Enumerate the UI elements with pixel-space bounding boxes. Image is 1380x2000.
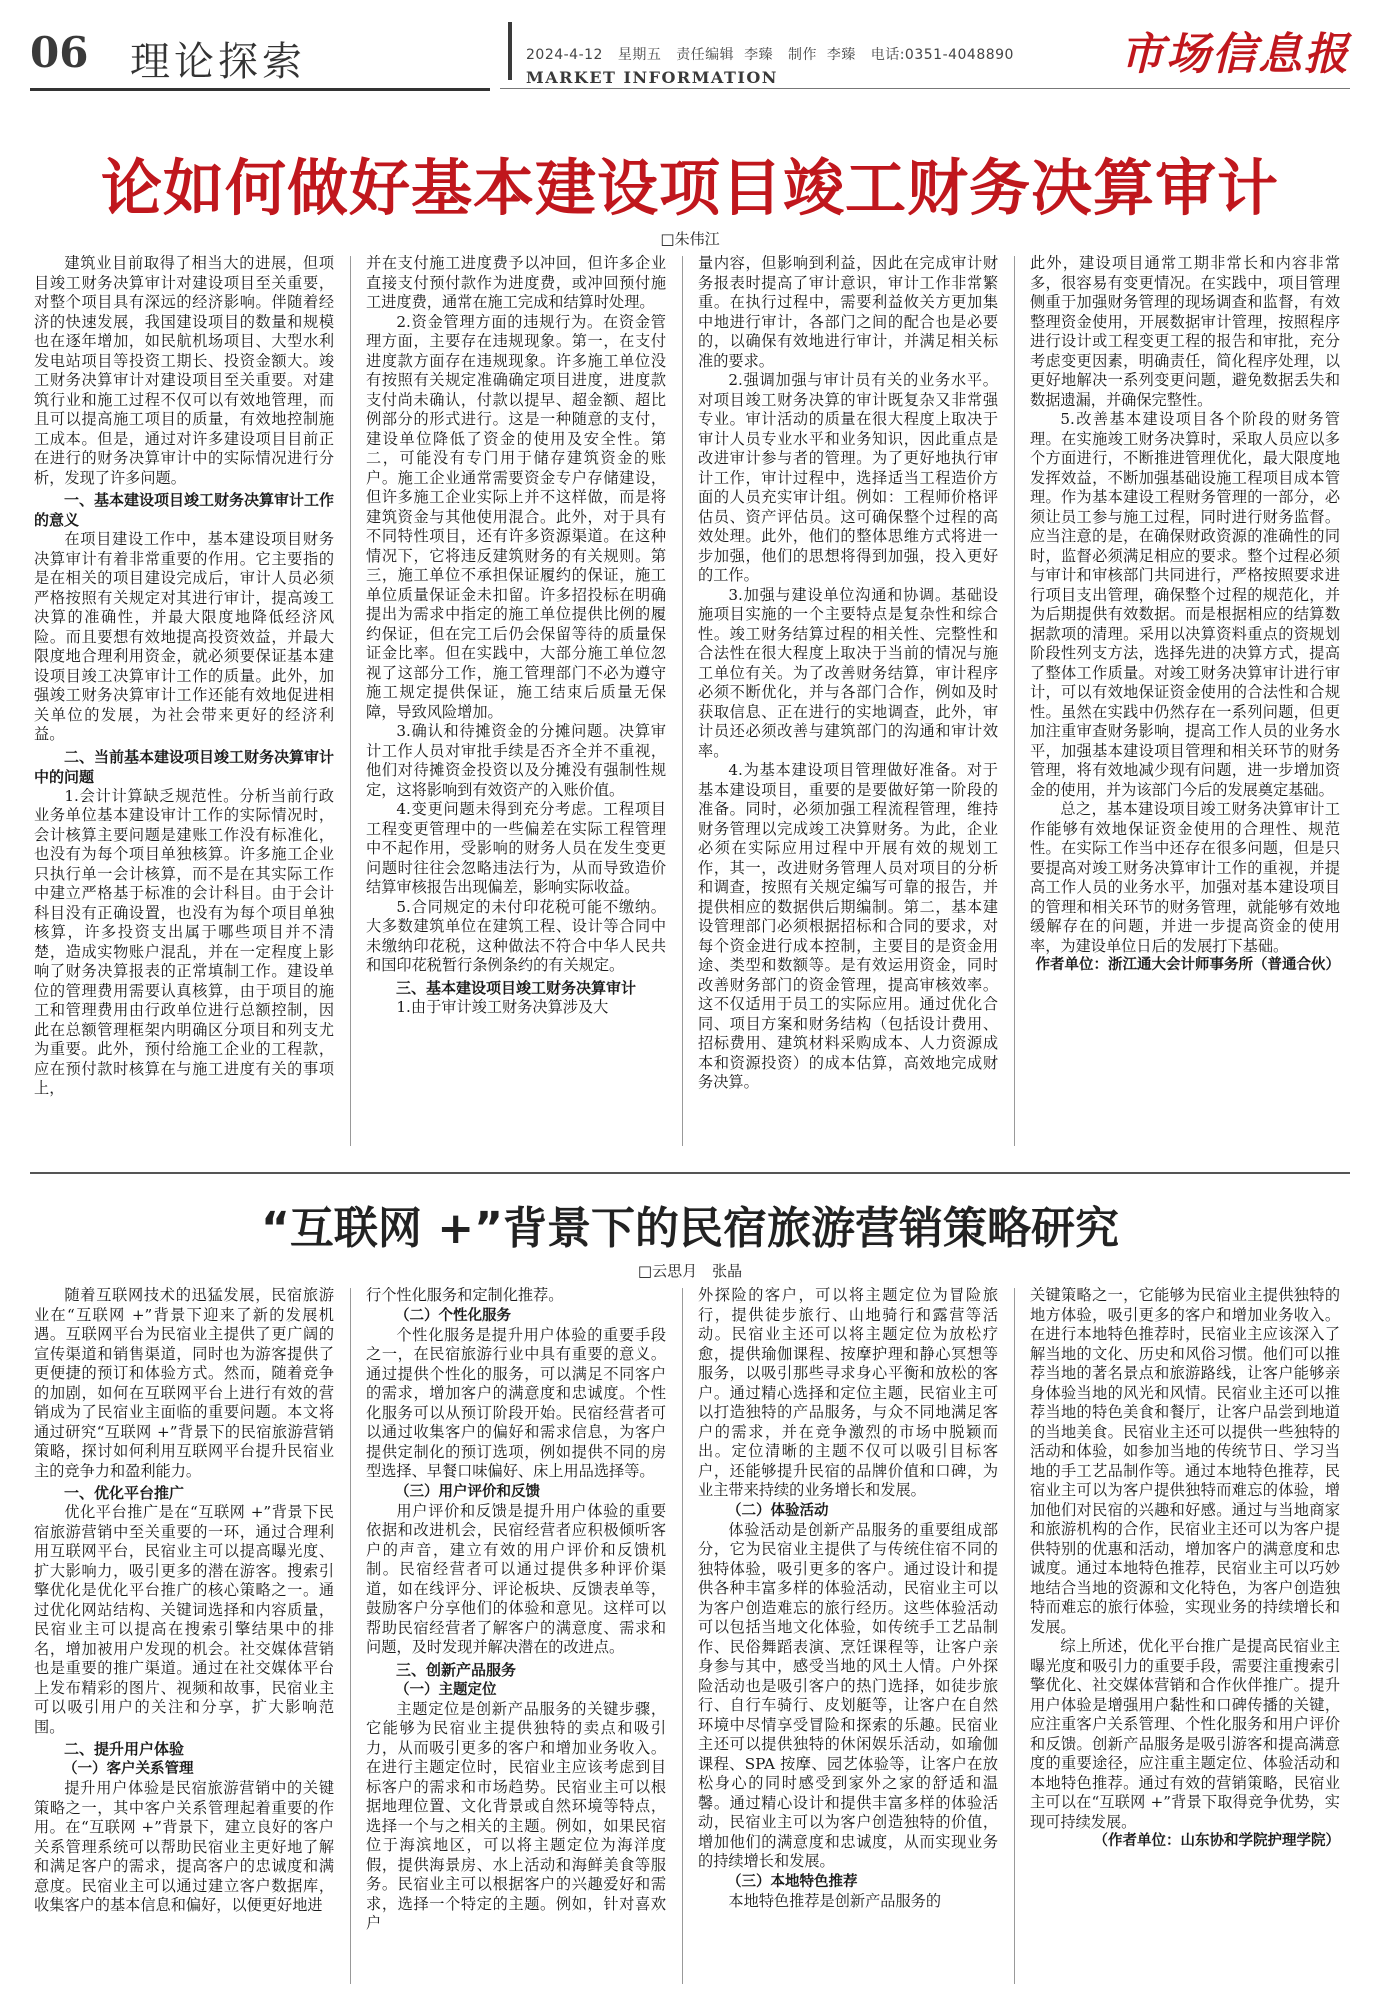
subsection-heading: （一）主题定位 [395, 1681, 497, 1698]
section-title: 理论探索 [130, 39, 306, 85]
paragraph: 本地特色推荐是创新产品服务的 [728, 1891, 942, 1910]
paragraph: 关键策略之一，它能够为民宿业主提供独特的地方体验，吸引更多的客户和增加业务收入。在进行本地特色推荐时，民宿业主应该深入了解当地的文化、历史和风俗习惯。他们可以推荐当地的著名景点和旅游路线，让客户能够亲身体验当地的风光和风情。民宿业主还可以推荐当地的特色美食和餐厅，让客户品尝到地道的当地美食。民宿业主还可以提供一些独特的活动和体验，如参加当地的传统节日、学习当地的手工艺品制作等。通过本地特色推荐，民宿业主可以为客户提供独特而难忘的体验，增加他们对民宿的兴趣和好感。通过与当地商家和旅游机构的合作，民宿业主还可以为客户提供特别的优惠和活动，增加客户的满意度和忠诚度。通过本地特色推荐，民宿业主可以巧妙地结合当地的资源和文化特色，为客户创造独特而难忘的旅行体验，实现业务的持续增长和发展。 [1030, 1286, 1340, 1636]
paragraph: 主题定位是创新产品服务的关键步骤，它能够为民宿业主提供独特的卖点和吸引力，从而吸引更多的客户和增加业务收入。在进行主题定位时，民宿业主应该考虑到目标客户的需求和市场趋势。民宿业主可以根据地理位置、文化背景或自然环境等特点，选择一个与之相关的主题。例如，如果民宿位于海滨地区，可以将主题定位为海洋度假，提供海景房、水上活动和海鲜美食等服务。民宿业主可以根据客户的兴趣爱好和需求，选择一个特定的主题。例如，针对喜欢户 [366, 1699, 666, 1932]
author-affiliation: （作者单位：山东协和学院护理学院） [1093, 1833, 1340, 1849]
paragraph: 4.为基本建设项目管理做好准备。对于基本建设项目，重要的是要做好第一阶段的准备。同时，必须加强工程流程管理，维持财务管理以完成竣工决算财务。为此，企业必须在实际应用过程中开展有效的规划工作，其一，改进财务管理人员对项目的分析和调查，按照有关规定编写可靠的报告，并提供相应的数据供后期编制。第二，基本建设管理部门必须根据招标和合同的要求，对每个资金进行成本控制，主要目的是资金用途、类型和数额等。是有效运用资金，同时改善财务部门的资金管理，提高审核效率。这不仅适用于员工的实际应用。通过优化合同、项目方案和财务结构（包括设计费用、招标费用、建筑材料采购成本、人力资源成本和资源投资）的成本估算，高效地完成财务决算。 [698, 761, 998, 1091]
column-rule [350, 1288, 351, 1984]
issue-meta [526, 44, 1014, 64]
newspaper-masthead: 市场信息报 [1120, 29, 1350, 80]
paragraph: 并在支付施工进度费予以冲回，但许多企业直接支付预付款作为进度费，或冲回预付施工进度费，通常在施工完成和结算时处理。 [366, 254, 666, 311]
subsection-heading: （三）用户评价和反馈 [395, 1483, 540, 1500]
paragraph: 综上所述，优化平台推广是提高民宿业主曝光度和吸引力的重要手段，需要注重搜索引擎优化、社交媒体营销和合作伙伴推广。提升用户体验是增强用户黏性和口碑传播的关键，应注重客户关系管理、个性化服务和用户评价和反馈。创新产品服务是吸引游客和提高满意度的重要途径，应注重主题定位、体验活动和本地特色推荐。通过有效的营销策略，民宿业主可以在“互联网 +”背景下取得竞争优势，实现可持续发展。 [1030, 1637, 1340, 1831]
subsection-heading: （二）个性化服务 [395, 1307, 511, 1324]
paragraph: 行个性化服务和定制化推荐。 [366, 1286, 564, 1304]
section-heading: 二、提升用户体验 [64, 1740, 185, 1758]
paragraph: 总之，基本建设项目竣工财务决算审计工作能够有效地保证资金使用的合理性、规范性。在实际工作当中还存在很多问题，但是只要提高对竣工财务决算审计工作的重视，并提高工作人员的业务水平，加强对基本建设项目的管理和相关环节的财务管理，就能够有效地缓解存在的问题，并进一步提高资金的使用率，为建设单位日后的发展打下基础。 [1030, 800, 1340, 955]
column-rule [682, 256, 683, 1146]
paragraph: 5.改善基本建设项目各个阶段的财务管理。在实施竣工财务决算时，采取人员应以多个方面进行，不断推进管理优化，最大限度地发挥效益，不断加强基础设施工程项目成本管理。作为基本建设工程财务管理的一部分，必须让员工参与施工过程，同时进行财务监督。应当注意的是，在确保财政资源的准确性的同时，监督必须满足相应的要求。整个过程必须与审计和审核部门共同进行，严格按照要求进行项目支出管理，确保整个过程的规范化，并为后期提供有效数据。而是根据相应的结算数据款项的清理。采用以决算资料重点的资规划阶段性列支方法，选择先进的决算方式，提高了整体工作质量。对竣工财务决算审计进行审计，可以有效地保证资金使用的合法性和合规性。虽然在实践中仍然存在一系列问题，但更加注重审查财务影响，提高工作人员的业务水平，加强基本建设项目管理和相关环节的财务管理，将有效地减少现有问题，进一步增加资金的使用，并为该部门今后的发展奠定基础。 [1030, 410, 1340, 799]
paragraph: 3.加强与建设单位沟通和协调。基础设施项目实施的一个主要特点是复杂性和综合性。竣工财务结算过程的相关性、完整性和合法性在很大程度上取决于当前的情况与施工单位有关。为了改善财务结算，审计程序必须不断优化，并与各部门合作，例如及时获取信息、正在进行的实地调查，此外，审计员还必须改善与建筑部门的沟通和审计效率。 [698, 585, 998, 760]
article2-column-3 [698, 1286, 998, 1986]
section-heading: 二、当前基本建设项目竣工财务决算审计中的问题 [34, 747, 334, 786]
paragraph: 优化平台推广是在“互联网 +”背景下民宿旅游营销中至关重要的一环，通过合理利用互联网平台，民宿业主可以提高曝光度、扩大影响力，吸引更多的潜在游客。搜索引擎优化是优化平台推广的核心策略之一。通过优化网站结构、关键词选择和内容质量，民宿业主可以提高在搜索引擎结果中的排名，增加被用户发现的机会。社交媒体营销也是重要的推广渠道。通过在社交媒体平台上发布精彩的图片、视频和故事，民宿业主可以吸引用户的关注和分享，扩大影响范围。 [34, 1503, 334, 1736]
paragraph: 此外，建设项目通常工期非常长和内容非常多，很容易有变更情况。在实践中，项目管理侧重于加强财务管理的现场调查和监督，有效整理资金使用，开展数据审计管理，按照程序进行设计或工程变更工程的报告和审批，充分考虑变更因素，明确责任，简化程序处理，以更好地解决一系列变更问题，避免数据丢失和数据遗漏，并确保完整性。 [1030, 254, 1340, 409]
subsection-heading: （三）本地特色推荐 [727, 1873, 858, 1890]
page-number: 06 [30, 28, 89, 77]
article1-title: 论如何做好基本建设项目竣工财务决算审计 [100, 153, 1279, 224]
paragraph: 2.资金管理方面的违规行为。在资金管理方面，主要存在违规现象。第一，在支付进度款方面存在违规现象。许多施工单位没有按照有关规定准确确定项目进度，进度款支付尚未确认，付款以提早、超金额、超比例部分的形式进行。这是一种随意的支付，建设单位降低了资金的使用及安全性。第二，可能没有专门用于储存建筑资金的账户。施工企业通常需要资金专户存储建设，但许多施工企业实际上并不这样做，而是将建筑资金与其他使用混合。此外，对于具有不同特性项目，还有许多资源渠道。在这种情况下，它将违反建筑财务的有关规则。第三，施工单位不承担保证履约的保证，施工单位质量保证金未扣留。许多招投标在明确提出为需求中指定的施工单位提供比例的履约保证，但在完工后仍会保留等待的质量保证金比率。但在实践中，大部分施工单位忽视了这部分工作，施工管理部门不必为遵守施工规定提供保证，施工结束后质量无保障，导致风险增加。 [366, 312, 666, 721]
column-rule [682, 1288, 683, 1984]
paragraph: 量内容，但影响到利益，因此在完成审计财务报表时提高了审计意识，审计工作非常繁重。在执行过程中，需要利益攸关方更加集中地进行审计，各部门之间的配合也是必要的，以确保有效地进行审计，并满足相关标准的要求。 [698, 254, 998, 370]
subsection-heading: （二）体验活动 [727, 1502, 829, 1519]
section-heading: 三、创新产品服务 [396, 1660, 517, 1679]
article2-column-1 [34, 1286, 334, 1986]
author-affiliation: 作者单位：浙江通大会计师事务所（普通合伙） [1035, 957, 1340, 973]
english-title: MARKET INFORMATION [526, 68, 778, 87]
header-separator [508, 22, 512, 80]
paragraph: 用户评价和反馈是提升用户体验的重要依据和改进机会，民宿经营者应积极倾听客户的声音，建立有效的用户评价和反馈机制。民宿经营者可以通过提供多种评价渠道，如在线评分、评论板块、反馈表单等，鼓励客户分享他们的体验和意见。这样可以帮助民宿经营者了解客户的满意度、需求和问题，及时发现并解决潜在的改进点。 [366, 1501, 666, 1656]
paragraph: 体验活动是创新产品服务的重要组成部分，它为民宿业主提供了与传统住宿不同的独特体验，吸引更多的客户。通过设计和提供各种丰富多样的体验活动，民宿业主可以为客户创造难忘的旅行经历。这些体验活动可以包括当地文化体验，如传统手工艺品制作、民俗舞蹈表演、烹饪课程等，让客户亲身参与其中，感受当地的风土人情。户外探险活动也是吸引客户的热门选择，如徒步旅行、自行车骑行、皮划艇等，让客户在自然环境中尽情享受冒险和探索的乐趣。民宿业主还可以提供独特的休闲娱乐活动，如瑜伽课程、SPA 按摩、园艺体验等，让客户在放松身心的同时感受到家外之家的舒适和温馨。通过精心设计和提供丰富多样的体验活动，民宿业主可以为客户创造独特的价值，增加他们的满意度和忠诚度，从而实现业务的持续增长和发展。 [698, 1520, 998, 1870]
article1-column-4 [1030, 254, 1340, 1149]
issue-date: 2024-4-12 [526, 47, 603, 63]
section-heading: 三、基本建设项目竣工财务决算审计 [396, 978, 637, 997]
article1-column-3 [698, 254, 998, 1149]
article1-column-2 [366, 254, 666, 1149]
section-heading: 一、优化平台推广 [64, 1484, 185, 1502]
paragraph: 2.强调加强与审计员有关的业务水平。对项目竣工财务决算的审计既复杂又非常强专业。审计活动的质量在很大程度上取决于审计人员专业水平和业务知识，因此重点是改进审计参与者的管理。为了更好地执行审计工作，审计过程中，选择适当工程造价方面的人员充实审计组。例如：工程师价格评估员、资产评估员。这可确保整个过程的高效处理。此外，他们的整体思维方式将进一步加强，他们的思想将得到加强，投入更好的工作。 [698, 371, 998, 584]
article1-column-1 [34, 254, 334, 1149]
editor-name: 李臻 [744, 47, 774, 63]
paragraph: 5.合同规定的未付印花税可能不缴纳。大多数建筑单位在建筑工程、设计等合同中未缴纳印花税，这种做法不符合中华人民共和国印花税暂行条例条约的有关规定。 [366, 897, 666, 974]
paragraph: 提升用户体验是民宿旅游营销中的关键策略之一，其中客户关系管理起着重要的作用。在“互联网 +”背景下，建立良好的客户关系管理系统可以帮助民宿业主更好地了解和满足客户的需求，提高客户的忠诚度和满意度。民宿业主可以通过建立客户数据库，收集客户的基本信息和偏好，以便更好地进 [34, 1779, 334, 1914]
column-rule [1014, 1288, 1015, 1984]
article2-column-2 [366, 1286, 666, 1986]
article2-column-4 [1030, 1286, 1340, 1986]
paragraph: 随着互联网技术的迅猛发展，民宿旅游业在“互联网 +”背景下迎来了新的发展机遇。互联网平台为民宿业主提供了更广阔的宣传渠道和销售渠道，同时也为游客提供了更便捷的预订和体验方式。然而，随着竞争的加剧，如何在互联网平台上进行有效的营销成为了民宿业主面临的重要问题。本文将通过研究“互联网 +”背景下的民宿旅游营销策略，探讨如何利用互联网平台提升民宿业主的竞争力和盈利能力。 [34, 1286, 334, 1480]
column-rule [1014, 256, 1015, 1146]
article2-byline: □云思月 张晶 [637, 1262, 743, 1280]
section-heading: 一、基本建设项目竣工财务决算审计工作的意义 [34, 491, 334, 529]
header-rule-right [500, 88, 1350, 89]
article-divider [30, 1172, 1350, 1174]
subsection-heading: （一）客户关系管理 [63, 1761, 194, 1777]
article1-byline: □朱伟江 [660, 230, 720, 248]
paragraph: 建筑业目前取得了相当大的进展，但项目竣工财务决算审计对建设项目至关重要，对整个项目具有深远的经济影响。伴随着经济的快速发展，我国建设项目的数量和规模也在逐年增加，如民航机场项目、大型水利发电站项目等投资工期长、投资金额大。竣工财务决算审计对建设项目至关重要。对建筑行业和施工过程不仅可以有效地管理，而且可以提高施工项目的质量，有效地控制施工成本。但是，通过对许多建设项目目前正在进行的财务决算审计中的实际情况进行分析，发现了许多问题。 [34, 254, 334, 487]
producer-name: 李臻 [826, 47, 856, 63]
page-header [30, 18, 1350, 90]
paragraph: 1.会计计算缺乏规范性。分析当前行政业务单位基本建设审计工作的实际情况时，会计核算主要问题是建账工作没有标准化，也没有为每个项目单独核算。许多施工企业只执行单一会计核算，而不是在其实际工作中建立严格基于标准的会计科目。由于会计科目没有正确设置，也没有为每个项目单独核算，许多投资支出属于哪些项目并不清楚，造成实物账户混乱，并在一定程度上影响了财务决算报表的正常填制工作。建设单位的管理费用需要认真核算，由于项目的施工和管理费用由行政单位进行总额控制，因此在总额管理框架内明确区分项目和列支尤为重要。此外，预付给施工企业的工程款，应在预付款时核算在与施工进度有关的事项上， [34, 786, 334, 1097]
column-rule [350, 256, 351, 1146]
paragraph: 3.确认和待摊资金的分摊问题。决算审计工作人员对审批手续是否齐全并不重视，他们对待摊资金投资以及分摊没有强制性规定，这将影响到有效资产的入账价值。 [366, 722, 666, 799]
phone: 电话:0351-4048890 [870, 47, 1014, 63]
paragraph: 外探险的客户，可以将主题定位为冒险旅行，提供徒步旅行、山地骑行和露营等活动。民宿业主还可以将主题定位为放松疗愈，提供瑜伽课程、按摩护理和静心冥想等服务，以吸引那些寻求身心平衡和放松的客户。通过精心选择和定位主题，民宿业主可以打造独特的产品服务，与众不同地满足客户的需求，并在竞争激烈的市场中脱颖而出。定位清晰的主题不仅可以吸引目标客户，还能够提升民宿的品牌价值和口碑，为业主带来持续的业务增长和发展。 [698, 1286, 998, 1499]
issue-weekday: 星期五 [617, 47, 662, 63]
producer-label: 制作 [787, 47, 817, 63]
header-rule-left [30, 88, 490, 91]
paragraph: 1.由于审计竣工财务决算涉及大 [396, 997, 609, 1016]
article2-title: “互联网 +”背景下的民宿旅游营销策略研究 [260, 1203, 1120, 1254]
editor-label: 责任编辑 [676, 47, 735, 63]
paragraph: 个性化服务是提升用户体验的重要手段之一，在民宿旅游行业中具有重要的意义。通过提供个性化的服务，可以满足不同客户的需求，增加客户的满意度和忠诚度。个性化服务可以从预订阶段开始。民宿经营者可以通过收集客户的偏好和需求信息，为客户提供定制化的预订选项，例如提供不同的房型选择、早餐口味偏好、床上用品选择等。 [366, 1325, 666, 1480]
paragraph: 4.变更问题未得到充分考虑。工程项目工程变更管理中的一些偏差在实际工程管理中不起作用，受影响的财务人员在发生变更问题时往往会忽略违法行为，从而导致造价结算审核报告出现偏差，影响实际收益。 [366, 800, 666, 896]
paragraph: 在项目建设工作中，基本建设项目财务决算审计有着非常重要的作用。它主要指的是在相关的项目建设完成后，审计人员必须严格按照有关规定对其进行审计，提高竣工决算的准确性，并最大限度地降低经济风险。而且要想有效地提高投资效益，并最大限度地合理利用资金，就必须要保证基本建设项目竣工决算审计工作的质量。此外，加强竣工财务决算审计工作还能有效地促进相关单位的发展，为社会带来更好的经济利益。 [34, 530, 334, 743]
